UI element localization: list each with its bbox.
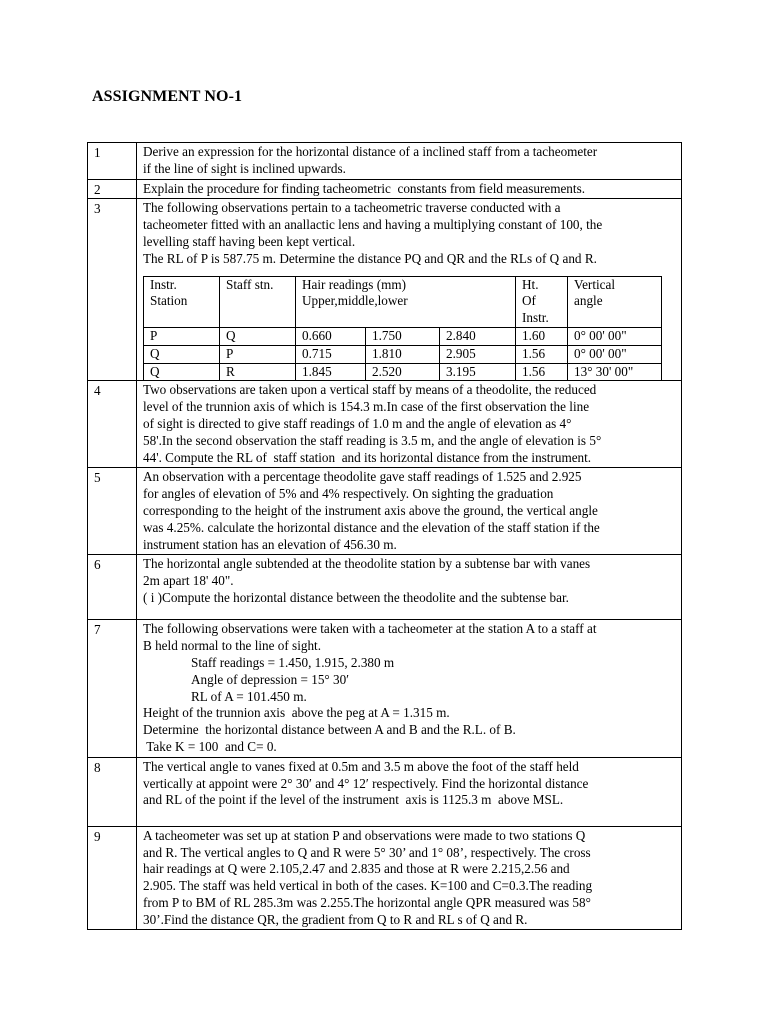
question-row (88, 757, 682, 826)
text-line: The RL of P is 587.75 m. Determine the distance PQ and QR and the RLs of Q and R. (143, 250, 597, 266)
text-line: from P to BM of RL 285.3m was 2.255.The horizontal angle QPR measured was 58° (143, 894, 591, 910)
cell: 2.840 (440, 327, 516, 345)
question-text (137, 179, 682, 199)
text-line: Take K = 100 and C= 0. (143, 738, 277, 754)
text-line: levelling staff having been kept vertical. (143, 233, 356, 249)
question-number: 8 (88, 757, 137, 826)
question-text (137, 468, 682, 555)
question-number: 6 (88, 555, 137, 620)
traverse-header-row (144, 276, 662, 313)
question-row (88, 555, 682, 620)
header-hair-readings: Hair readings (mm) Upper,middle,lower (296, 276, 516, 313)
cell: P (144, 327, 220, 345)
text-line: The horizontal angle subtended at the theodolite station by a subtense bar with vanes (143, 556, 591, 572)
text-line: if the line of sight is inclined upwards. (143, 160, 346, 176)
question-row (88, 199, 682, 381)
question-text (137, 826, 682, 930)
question-number: 9 (88, 826, 137, 930)
cell: Q (144, 363, 220, 380)
question-number: 5 (88, 468, 137, 555)
text-line: Angle of depression = 15° 30′ (191, 671, 350, 687)
question-text (137, 757, 682, 826)
cell: Q (220, 327, 296, 345)
header-staff-station: Staff stn. (220, 276, 296, 327)
header-vertical-angle: Vertical angle (568, 276, 662, 327)
text-line: The following observations were taken with a tacheometer at the station A to a staff at (143, 621, 597, 637)
text-line: for angles of elevation of 5% and 4% respectively. On sighting the graduation (143, 486, 554, 502)
header-ht-instr: Ht. Of Instr. (516, 276, 568, 327)
cell: Q (144, 345, 220, 363)
text-line: of sight is directed to give staff readings of 1.0 m and the angle of elevation as 4° (143, 415, 572, 431)
question-number: 4 (88, 381, 137, 468)
question-row (88, 826, 682, 930)
cell: 1.750 (366, 327, 440, 345)
cell: R (220, 363, 296, 380)
text-line: Determine the horizontal distance between A and B and the R.L. of B. (143, 722, 516, 738)
header-instr-station: Instr. Station (144, 276, 220, 327)
cell: 1.56 (516, 363, 568, 380)
cell: 0° 00' 00" (568, 327, 662, 345)
text-line: The following observations pertain to a tacheometric traverse conducted with a (143, 200, 561, 216)
question-number: 1 (88, 143, 137, 180)
text-line: 44'. Compute the RL of staff station and its horizontal distance from the instrument. (143, 449, 592, 465)
text-line: tacheometer fitted with an anallactic lens and having a multiplying constant of 100, the (143, 217, 603, 233)
text-line: An observation with a percentage theodolite gave staff readings of 1.525 and 2.925 (143, 469, 582, 485)
text-line: 58'.In the second observation the staff reading is 3.5 m, and the angle of elevation is 5° (143, 432, 602, 448)
text-line: was 4.25%. calculate the horizontal distance and the elevation of the staff station if the (143, 519, 600, 535)
question-text (137, 199, 682, 381)
question-number: 2 (88, 179, 137, 199)
question-text (137, 620, 682, 757)
text-line: Two observations are taken upon a vertical staff by means of a theodolite, the reduced (143, 382, 597, 398)
assignment-title: ASSIGNMENT NO-1 (92, 88, 243, 105)
text-line: vertically at appoint were 2° 30′ and 4° 12′ respectively. Find the horizontal distance (143, 775, 589, 791)
text-line: 30’.Find the distance QR, the gradient from Q to R and RL s of Q and R. (143, 911, 528, 927)
text-line: A tacheometer was set up at station P and observations were made to two stations Q (143, 827, 586, 843)
question-row (88, 179, 682, 199)
cell: 2.905 (440, 345, 516, 363)
cell: 0.715 (296, 345, 366, 363)
cell: 3.195 (440, 363, 516, 380)
cell: 1.56 (516, 345, 568, 363)
question-number: 3 (88, 199, 137, 381)
cell: 13° 30' 00" (568, 363, 662, 380)
text-line: level of the trunnion axis of which is 154.3 m.In case of the first observation the line (143, 399, 590, 415)
questions-table (87, 142, 682, 930)
text-line: 2.905. The staff was held vertical in both of the cases. K=100 and C=0.3.The reading (143, 878, 593, 894)
cell: 1.60 (516, 327, 568, 345)
question-row (88, 468, 682, 555)
text-line: Staff readings = 1.450, 1.915, 2.380 m (191, 654, 395, 670)
traverse-row (144, 327, 662, 345)
text-line: and RL of the point if the level of the instrument axis is 1125.3 m above MSL. (143, 792, 564, 808)
text-line: and R. The vertical angles to Q and R were 5° 30’ and 1° 08’, respectively. The cross (143, 844, 591, 860)
cell: P (220, 345, 296, 363)
text-line: Explain the procedure for finding tacheometric constants from field measurements. (143, 180, 585, 196)
text-line: RL of A = 101.450 m. (191, 688, 307, 704)
text-line: ( i )Compute the horizontal distance between the theodolite and the subtense bar. (143, 589, 569, 605)
question-row (88, 143, 682, 180)
text-line: 2m apart 18' 40". (143, 573, 234, 589)
text-line: instrument station has an elevation of 456.30 m. (143, 536, 397, 552)
cell: 1.810 (366, 345, 440, 363)
traverse-row (144, 345, 662, 363)
text-line: hair readings at Q were 2.105,2.47 and 2.835 and those at R were 2.215,2.56 and (143, 861, 570, 877)
text-line: Height of the trunnion axis above the peg at A = 1.315 m. (143, 705, 450, 721)
text-line: B held normal to the line of sight. (143, 638, 322, 654)
question-text (137, 143, 682, 180)
question-number: 7 (88, 620, 137, 757)
text-line: Derive an expression for the horizontal distance of a inclined staff from a tacheometer (143, 144, 598, 159)
question-text (137, 381, 682, 468)
traverse-table (143, 276, 662, 381)
cell: 1.845 (296, 363, 366, 380)
text-line: The vertical angle to vanes fixed at 0.5m and 3.5 m above the foot of the staff held (143, 758, 579, 774)
question-text (137, 555, 682, 620)
question-row (88, 381, 682, 468)
cell: 0.660 (296, 327, 366, 345)
question-row (88, 620, 682, 757)
cell: 0° 00' 00" (568, 345, 662, 363)
cell: 2.520 (366, 363, 440, 380)
text-line: corresponding to the height of the instrument axis above the ground, the vertical angle (143, 502, 598, 518)
traverse-row (144, 363, 662, 380)
